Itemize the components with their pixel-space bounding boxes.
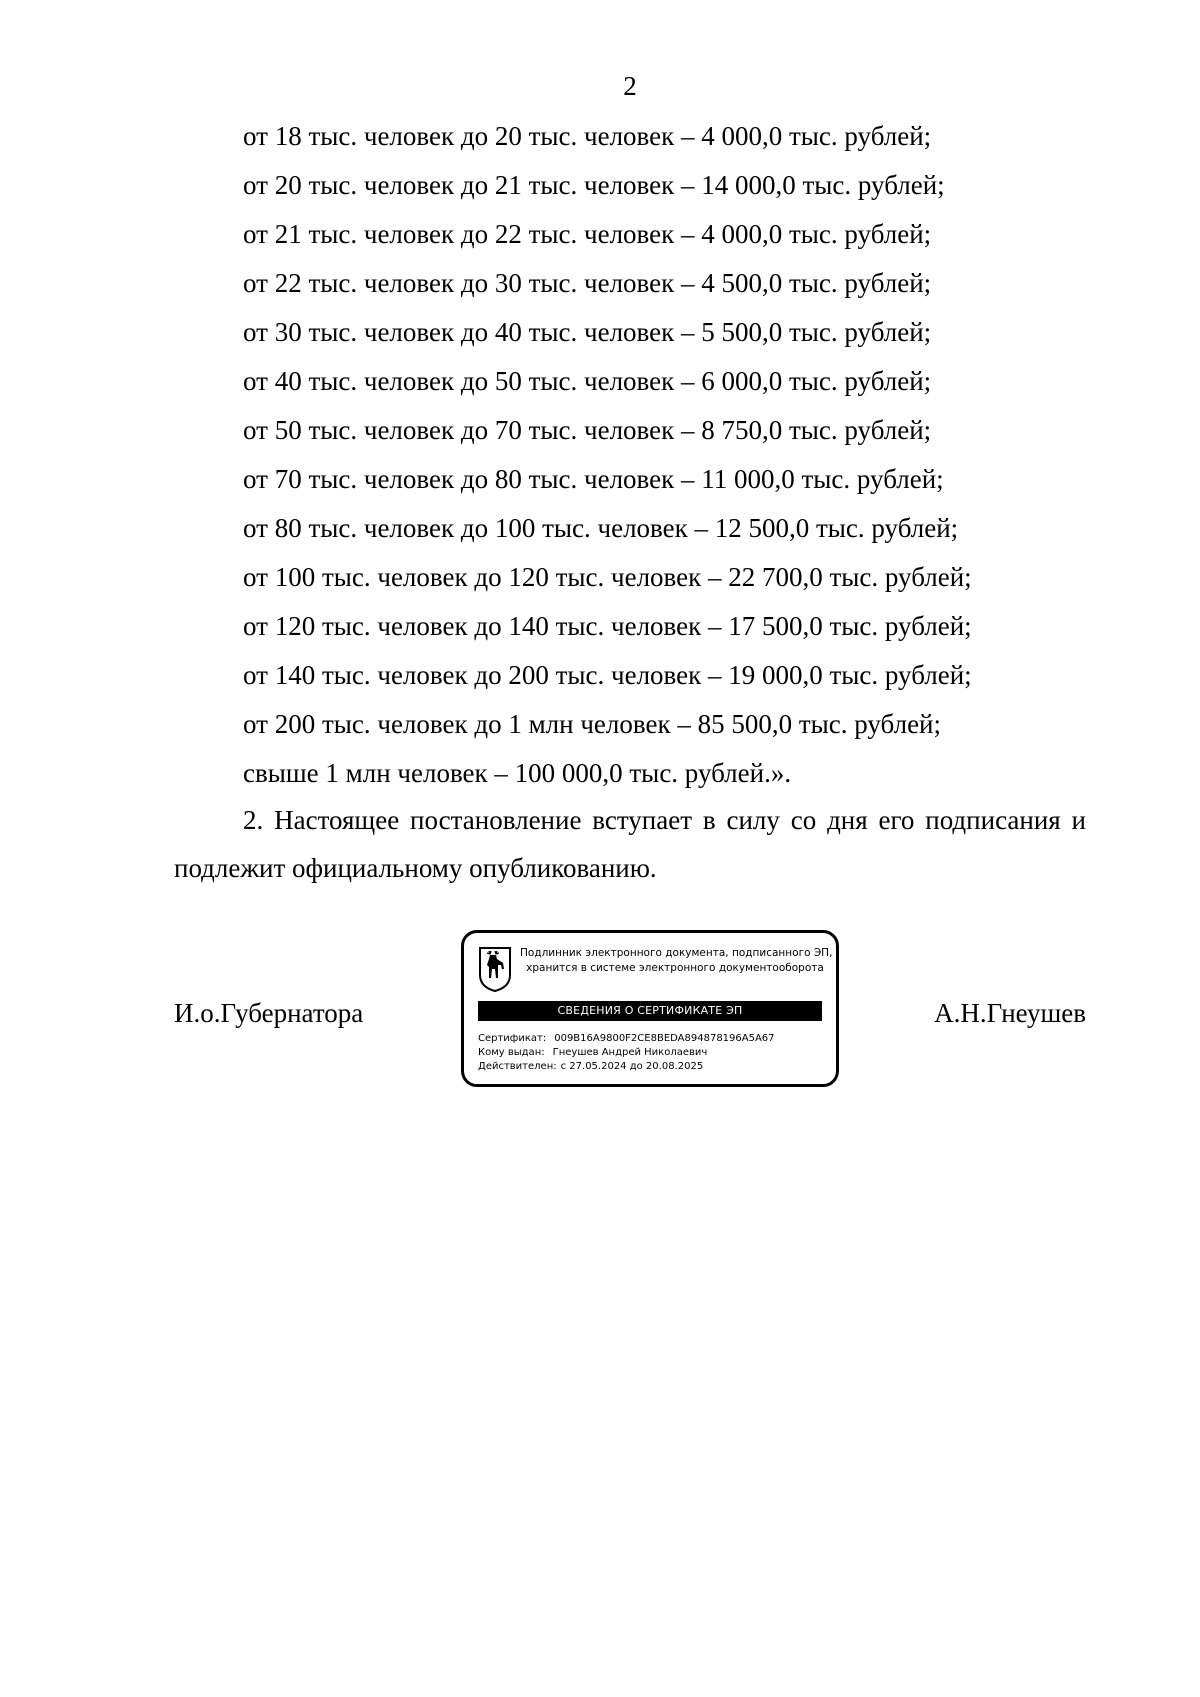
valid-value: с 27.05.2024 до 20.08.2025 — [560, 1061, 704, 1072]
signatory-name: А.Н.Гнеушев — [934, 998, 1086, 1028]
certificate-row — [478, 1032, 830, 1046]
list-item: от 21 тыс. человек до 22 тыс. человек – 4 000,0 тыс. рублей; — [243, 219, 932, 249]
signatory-position: И.о.Губернатора — [174, 998, 364, 1028]
electronic-signature-stamp — [461, 930, 839, 1087]
stamp-header-line: хранится в системе электронного документооборота — [526, 962, 824, 974]
stamp-header — [520, 946, 833, 976]
effective-date-paragraph: 2. Настоящее постановление вступает в силу со дня его подписания и подлежит официальному опубликованию. — [174, 805, 1086, 883]
list-item: от 120 тыс. человек до 140 тыс. человек – 17 500,0 тыс. рублей; — [243, 611, 972, 641]
list-item: от 40 тыс. человек до 50 тыс. человек – 6 000,0 тыс. рублей; — [243, 366, 932, 396]
issued-to-value: Гнеушев Андрей Николаевич — [552, 1047, 708, 1058]
list-item: свыше 1 млн человек – 100 000,0 тыс. рублей.». — [243, 758, 792, 788]
funding-list — [243, 112, 972, 798]
list-item: от 30 тыс. человек до 40 тыс. человек – 5 500,0 тыс. рублей; — [243, 317, 932, 347]
list-item: от 200 тыс. человек до 1 млн человек – 85 500,0 тыс. рублей; — [243, 709, 942, 739]
list-item: от 50 тыс. человек до 70 тыс. человек – 8 750,0 тыс. рублей; — [243, 415, 932, 445]
list-item: от 80 тыс. человек до 100 тыс. человек – 12 500,0 тыс. рублей; — [243, 513, 959, 543]
list-item: от 70 тыс. человек до 80 тыс. человек – 11 000,0 тыс. рублей; — [243, 464, 944, 494]
valid-label: Действителен: — [478, 1061, 557, 1072]
page-number: 2 — [623, 71, 637, 101]
list-item: от 100 тыс. человек до 120 тыс. человек – 22 700,0 тыс. рублей; — [243, 562, 972, 592]
issued-to-label: Кому выдан: — [478, 1047, 545, 1058]
list-item: от 20 тыс. человек до 21 тыс. человек – 14 000,0 тыс. рублей; — [243, 170, 945, 200]
certificate-info-bar: СВЕДЕНИЯ О СЕРТИФИКАТЕ ЭП — [478, 1001, 822, 1021]
list-item: от 18 тыс. человек до 20 тыс. человек – 4 000,0 тыс. рублей; — [243, 121, 932, 151]
certificate-details — [478, 1032, 830, 1074]
deer-emblem-icon — [477, 945, 513, 993]
list-item: от 140 тыс. человек до 200 тыс. человек – 19 000,0 тыс. рублей; — [243, 660, 972, 690]
issued-to-row — [478, 1046, 830, 1060]
stamp-header-line: Подлинник электронного документа, подписанного ЭП, — [520, 947, 833, 959]
certificate-value: 009B16A9800F2CE8BEDA894878196A5A67 — [554, 1033, 775, 1044]
certificate-label: Сертификат: — [478, 1033, 547, 1044]
list-item: от 22 тыс. человек до 30 тыс. человек – 4 500,0 тыс. рублей; — [243, 268, 932, 298]
valid-row — [478, 1060, 830, 1074]
